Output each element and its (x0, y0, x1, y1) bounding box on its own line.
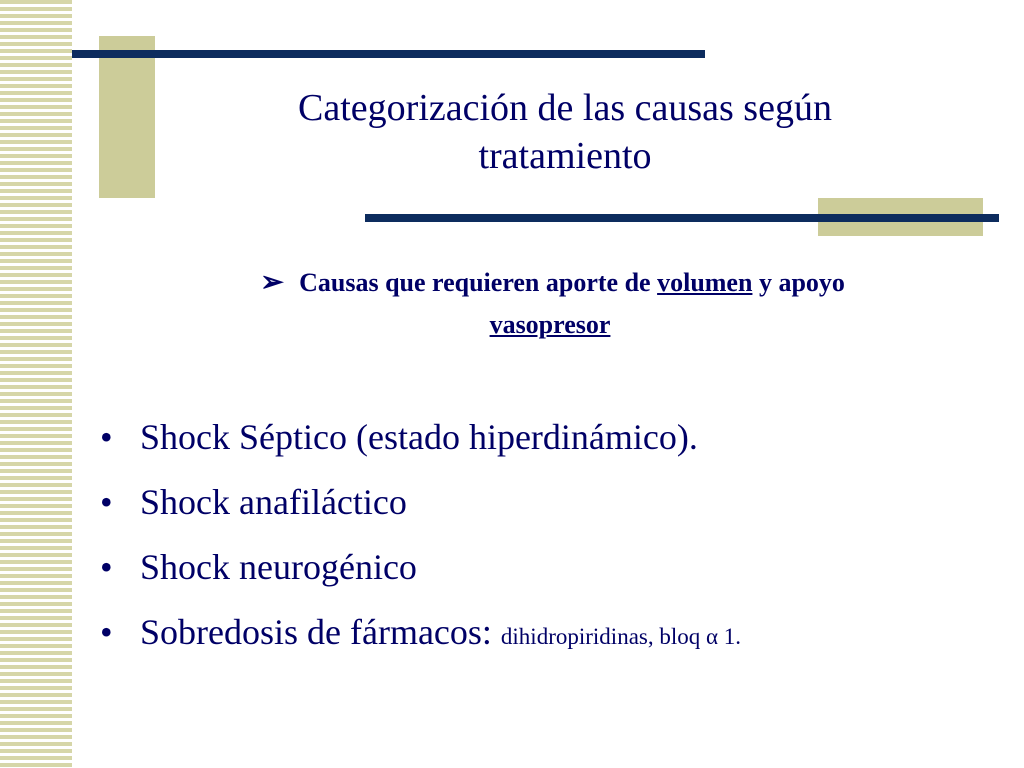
accent-block-top (99, 36, 155, 198)
subtitle-word-vasopresor: vasopresor (489, 310, 611, 339)
bullet-item (100, 479, 980, 525)
bullet-text: Shock neurogénico (140, 547, 417, 587)
title-line-1: Categorización de las causas según (298, 87, 832, 129)
title-line-2: tratamiento (478, 135, 652, 177)
bullet-item (100, 544, 980, 590)
bullet-item (100, 609, 980, 660)
bullet-dot: • (100, 417, 113, 457)
bottom-rule (365, 214, 999, 222)
slide-title (200, 84, 930, 180)
bullet-list (100, 414, 980, 679)
top-rule (72, 50, 705, 58)
subtitle-prefix: Causas que requieren aporte de (299, 268, 658, 297)
bullet-dot: • (100, 482, 113, 522)
bullet-dot: • (100, 547, 113, 587)
subtitle-word-volumen: volumen (657, 268, 753, 297)
bullet-detail: dihidropiridinas, bloq α 1. (500, 624, 742, 649)
bullet-item (100, 414, 980, 460)
bullet-dot: • (100, 612, 113, 652)
bullet-text: Shock Séptico (estado hiperdinámico). (140, 417, 698, 457)
subtitle (150, 262, 950, 346)
subtitle-middle: y apoyo (752, 268, 845, 297)
decorative-stripes (0, 0, 72, 768)
arrow-icon: ➢ (260, 267, 284, 298)
bullet-text: Sobredosis de fármacos: (140, 612, 501, 652)
bullet-text: Shock anafiláctico (140, 482, 407, 522)
